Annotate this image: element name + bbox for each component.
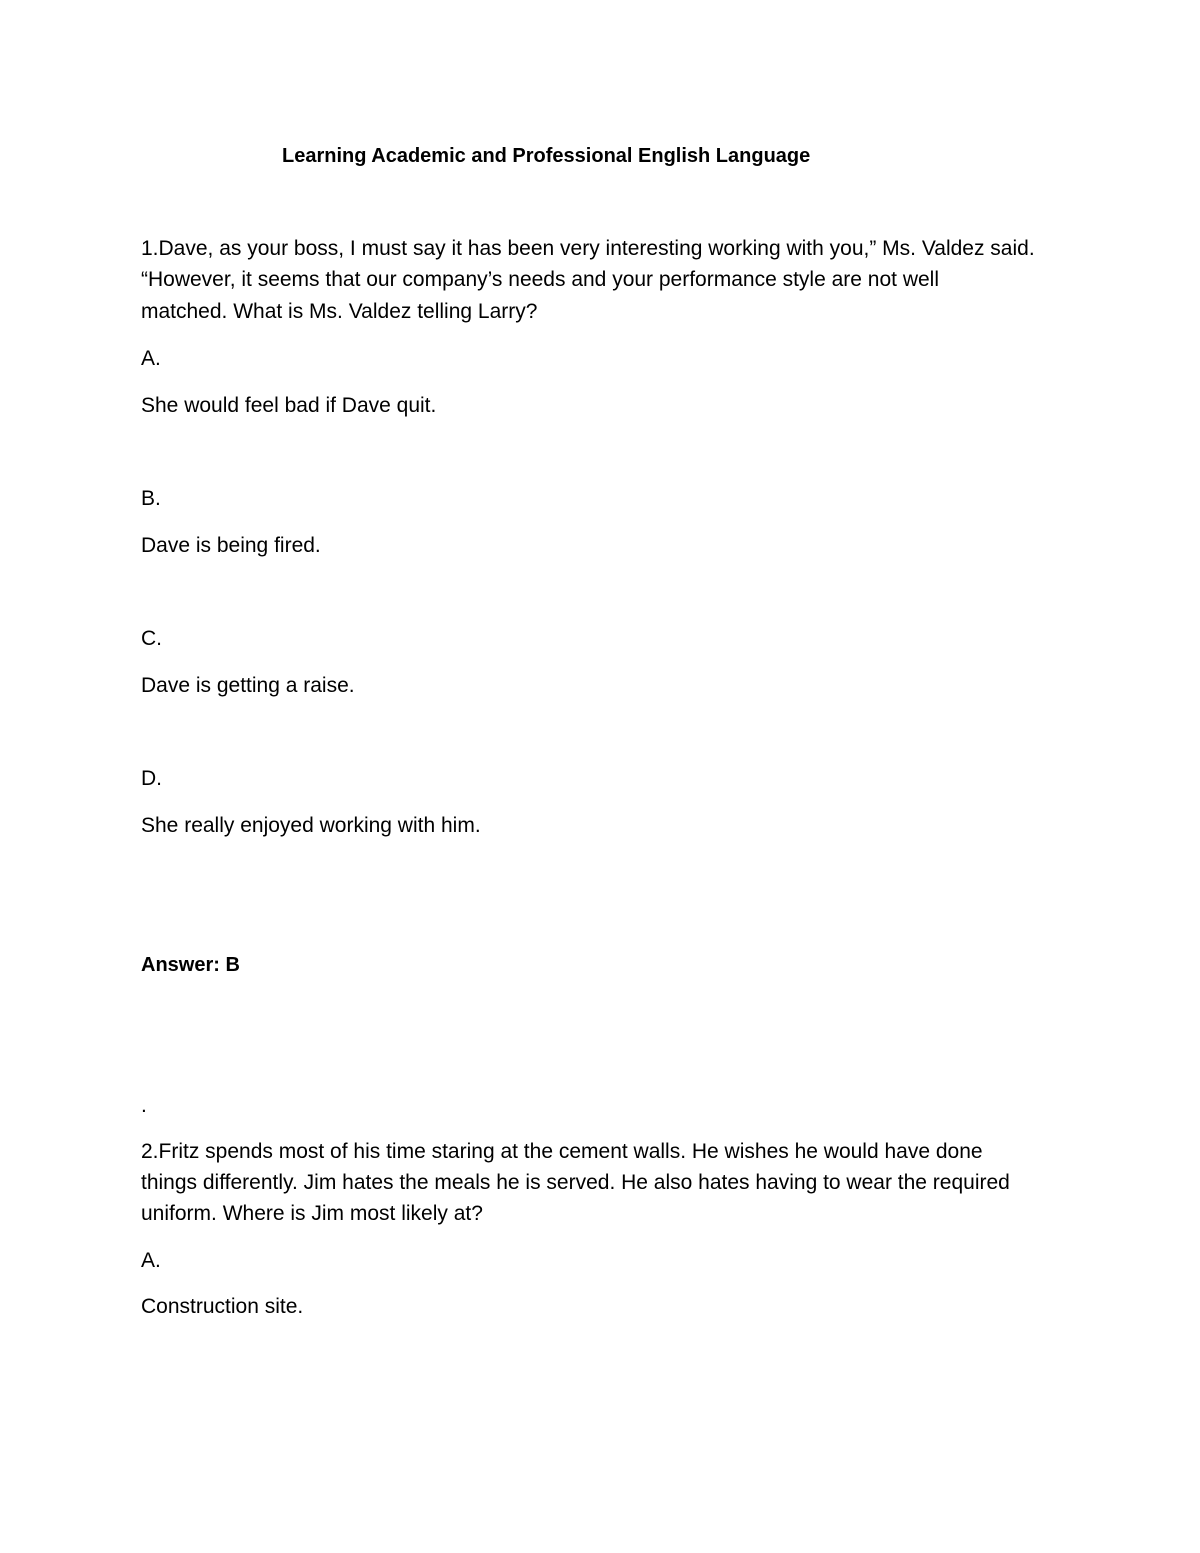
q1-answer: Answer: B (141, 954, 240, 976)
q1-option-a-letter: A. (141, 347, 161, 370)
q1-option-b-letter: B. (141, 487, 161, 510)
q1-option-d-text: She really enjoyed working with him. (141, 814, 481, 837)
question-2-line-3: uniform. Where is Jim most likely at? (141, 1202, 483, 1225)
q1-option-b-text: Dave is being fired. (141, 534, 321, 557)
section-separator: . (141, 1094, 147, 1117)
question-2-line-2: things differently. Jim hates the meals he is served. He also hates having to wear the required (141, 1171, 1010, 1194)
question-1-line-3: matched. What is Ms. Valdez telling Larry? (141, 300, 538, 323)
document-title: Learning Academic and Professional English Language (282, 145, 811, 167)
q2-option-a-letter: A. (141, 1249, 161, 1272)
question-2-line-1: 2.Fritz spends most of his time staring at the cement walls. He wishes he would have done (141, 1140, 983, 1163)
q1-option-c-text: Dave is getting a raise. (141, 674, 355, 697)
question-1-line-1: 1.Dave, as your boss, I must say it has been very interesting working with you,” Ms. Valdez said. (141, 237, 1035, 260)
q1-option-d-letter: D. (141, 767, 162, 790)
q1-option-a-text: She would feel bad if Dave quit. (141, 394, 437, 417)
q2-option-a-text: Construction site. (141, 1295, 304, 1318)
question-1-line-2: “However, it seems that our company’s needs and your performance style are not well (141, 268, 939, 291)
q1-option-c-letter: C. (141, 627, 162, 650)
